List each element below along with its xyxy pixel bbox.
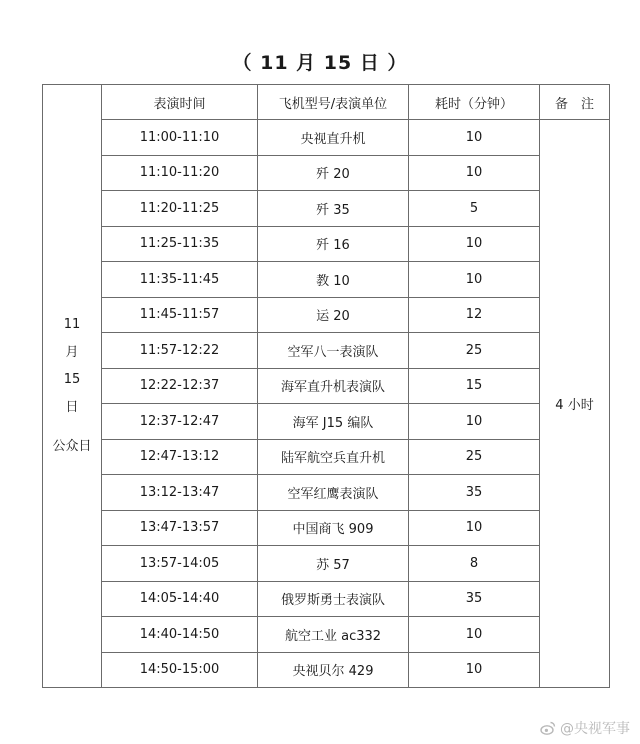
table-row <box>43 546 610 582</box>
aircraft-cell: 空军红鹰表演队 <box>258 475 409 511</box>
duration-cell: 5 <box>409 191 540 227</box>
table-row <box>43 191 610 227</box>
header-note: 备 注 <box>540 85 610 120</box>
time-cell: 12:37-12:47 <box>102 404 258 440</box>
table-row <box>43 120 610 156</box>
aircraft-cell: 海军 J15 编队 <box>258 404 409 440</box>
aircraft-cell: 教 10 <box>258 262 409 298</box>
duration-cell: 10 <box>409 120 540 156</box>
aircraft-cell: 中国商飞 909 <box>258 510 409 546</box>
table-row <box>43 368 610 404</box>
time-cell: 11:10-11:20 <box>102 155 258 191</box>
date-month-char: 月 <box>65 344 79 360</box>
table-row <box>43 475 610 511</box>
duration-cell: 35 <box>409 581 540 617</box>
aircraft-cell: 歼 35 <box>258 191 409 227</box>
duration-cell: 8 <box>409 546 540 582</box>
page-title: （ 11 月 15 日 ） <box>232 52 408 74</box>
time-cell: 14:40-14:50 <box>102 617 258 653</box>
time-cell: 11:25-11:35 <box>102 226 258 262</box>
duration-cell: 10 <box>409 155 540 191</box>
table-row <box>43 226 610 262</box>
watermark <box>540 718 630 738</box>
time-cell: 12:47-13:12 <box>102 439 258 475</box>
performance-schedule-table <box>42 84 610 688</box>
day-type-label: 公众日 <box>52 439 92 455</box>
aircraft-cell: 俄罗斯勇士表演队 <box>258 581 409 617</box>
header-aircraft: 飞机型号/表演单位 <box>258 85 409 120</box>
duration-cell: 10 <box>409 262 540 298</box>
weibo-icon <box>540 720 556 736</box>
table-row <box>43 439 610 475</box>
aircraft-cell: 歼 16 <box>258 226 409 262</box>
watermark-text: @央视军事 <box>560 721 630 737</box>
duration-cell: 10 <box>409 226 540 262</box>
time-cell: 11:20-11:25 <box>102 191 258 227</box>
duration-cell: 10 <box>409 617 540 653</box>
duration-cell: 10 <box>409 510 540 546</box>
aircraft-cell: 陆军航空兵直升机 <box>258 439 409 475</box>
table-row <box>43 262 610 298</box>
aircraft-cell: 运 20 <box>258 297 409 333</box>
table-row <box>43 617 610 653</box>
duration-cell: 25 <box>409 333 540 369</box>
table-row <box>43 404 610 440</box>
aircraft-cell: 空军八一表演队 <box>258 333 409 369</box>
time-cell: 13:47-13:57 <box>102 510 258 546</box>
time-cell: 11:00-11:10 <box>102 120 258 156</box>
duration-cell: 35 <box>409 475 540 511</box>
header-time: 表演时间 <box>102 85 258 120</box>
date-day-char: 日 <box>65 399 79 415</box>
time-cell: 11:45-11:57 <box>102 297 258 333</box>
time-cell: 14:05-14:40 <box>102 581 258 617</box>
table-row <box>43 652 610 688</box>
duration-cell: 10 <box>409 652 540 688</box>
time-cell: 13:12-13:47 <box>102 475 258 511</box>
aircraft-cell: 央视直升机 <box>258 120 409 156</box>
note-cell: 4 小时 <box>540 120 610 688</box>
duration-cell: 15 <box>409 368 540 404</box>
aircraft-cell: 苏 57 <box>258 546 409 582</box>
aircraft-cell: 歼 20 <box>258 155 409 191</box>
table-row <box>43 297 610 333</box>
time-cell: 11:57-12:22 <box>102 333 258 369</box>
time-cell: 12:22-12:37 <box>102 368 258 404</box>
date-cell <box>43 85 102 688</box>
table-header-row <box>43 85 610 120</box>
duration-cell: 12 <box>409 297 540 333</box>
time-cell: 11:35-11:45 <box>102 262 258 298</box>
time-cell: 14:50-15:00 <box>102 652 258 688</box>
date-month-number: 11 <box>63 317 81 333</box>
table-row <box>43 510 610 546</box>
aircraft-cell: 航空工业 ac332 <box>258 617 409 653</box>
duration-cell: 10 <box>409 404 540 440</box>
table-row <box>43 333 610 369</box>
duration-cell: 25 <box>409 439 540 475</box>
table-row <box>43 155 610 191</box>
aircraft-cell: 央视贝尔 429 <box>258 652 409 688</box>
time-cell: 13:57-14:05 <box>102 546 258 582</box>
table-row <box>43 581 610 617</box>
header-duration: 耗时（分钟） <box>409 85 540 120</box>
aircraft-cell: 海军直升机表演队 <box>258 368 409 404</box>
date-day-number: 15 <box>63 372 81 388</box>
